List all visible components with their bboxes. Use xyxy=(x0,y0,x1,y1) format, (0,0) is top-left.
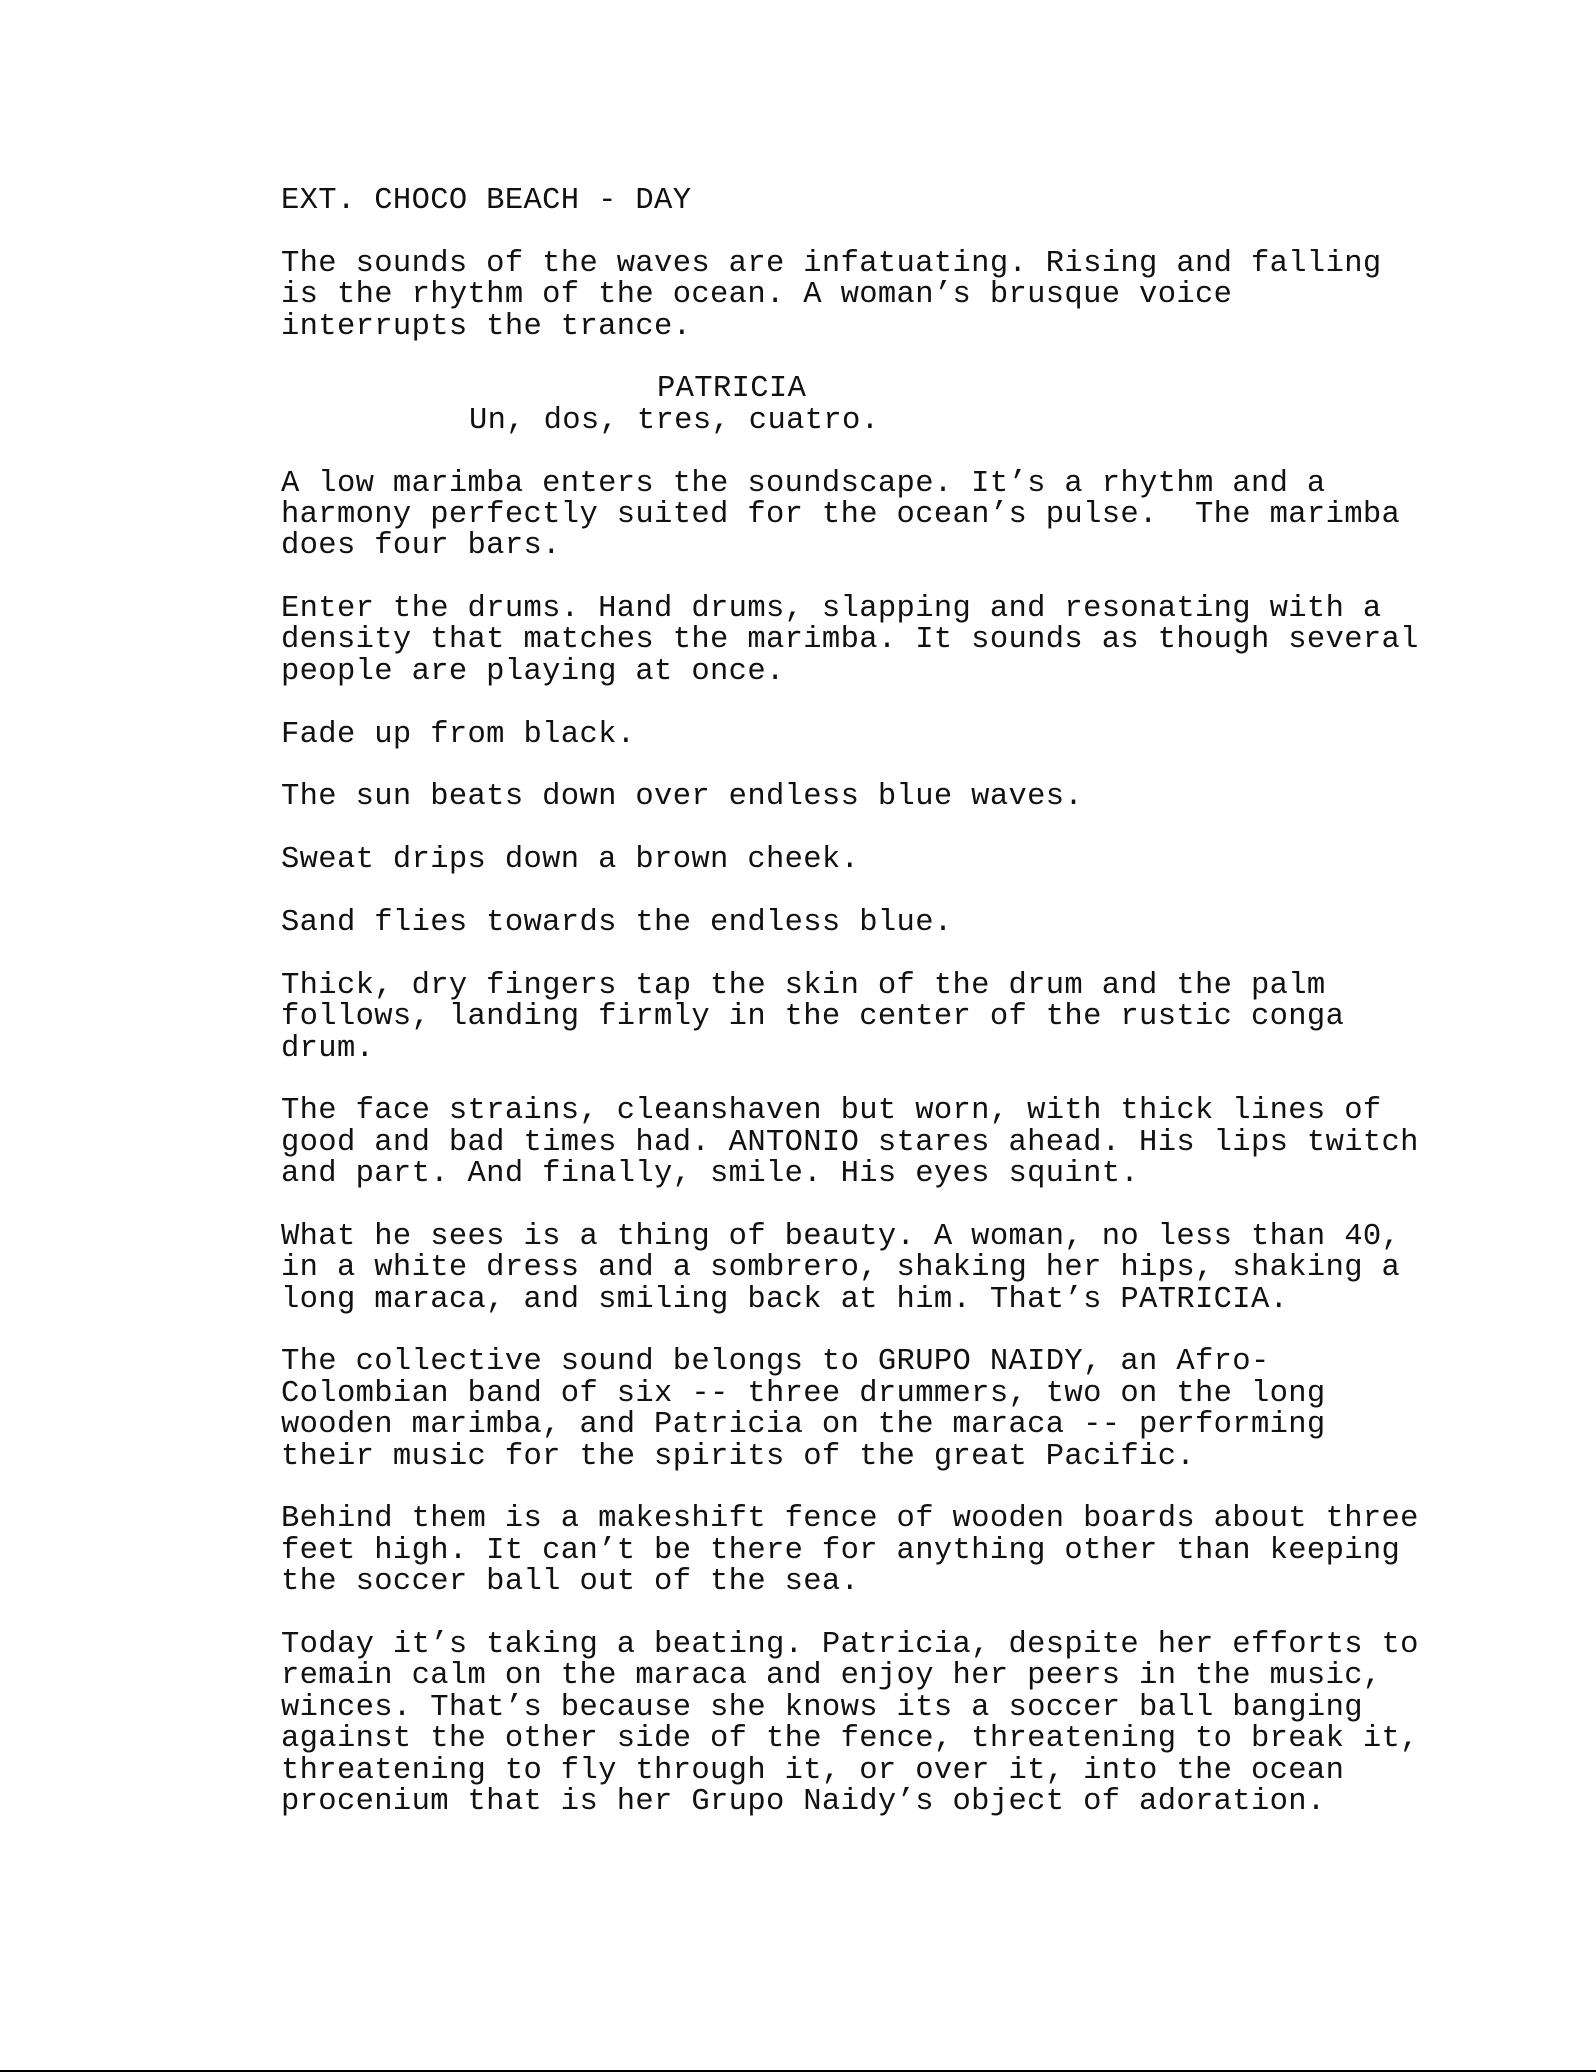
action-paragraph-9 xyxy=(281,1096,1421,1190)
screenplay-body xyxy=(281,186,1421,1818)
action-line: in a white dress and a sombrero, shaking her hips, shaking a xyxy=(281,1251,1401,1286)
spacer xyxy=(281,343,1421,374)
action-line: The face strains, cleanshaven but worn, with thick lines of xyxy=(281,1094,1382,1129)
action-line: density that matches the marimba. It sounds as though several xyxy=(281,623,1419,658)
action-paragraph-4: Fade up from black. xyxy=(281,717,636,752)
action-paragraph-3 xyxy=(281,594,1421,688)
action-line: harmony perfectly suited for the ocean’s pulse. The marimba xyxy=(281,497,1401,532)
spacer xyxy=(281,751,1421,782)
action-line: Colombian band of six -- three drummers, two on the long xyxy=(281,1376,1326,1411)
action-line: Today it’s taking a beating. Patricia, despite her efforts to xyxy=(281,1627,1419,1662)
action-paragraph-5: The sun beats down over endless blue waves. xyxy=(281,780,1084,815)
action-line: the soccer ball out of the sea. xyxy=(281,1565,860,1600)
action-line: good and bad times had. ANTONIO stares ahead. His lips twitch xyxy=(281,1125,1419,1160)
action-line: against the other side of the fence, threatening to break it, xyxy=(281,1722,1419,1757)
action-line: interrupts the trance. xyxy=(281,309,692,344)
action-line: people are playing at once. xyxy=(281,654,785,689)
scene-heading: EXT. CHOCO BEACH - DAY xyxy=(281,184,692,218)
action-line: Enter the drums. Hand drums, slapping and resonating with a xyxy=(281,592,1382,627)
action-line: A low marimba enters the soundscape. It’s a rhythm and a xyxy=(281,466,1326,501)
action-line: is the rhythm of the ocean. A woman’s brusque voice xyxy=(281,278,1233,313)
action-line: does four bars. xyxy=(281,529,561,564)
action-line: What he sees is a thing of beauty. A woman, no less than 40, xyxy=(281,1219,1401,1254)
spacer xyxy=(281,1599,1421,1630)
action-line: Behind them is a makeshift fence of wooden boards about three xyxy=(281,1502,1419,1537)
action-line: follows, landing firmly in the center of the rustic conga xyxy=(281,1000,1345,1035)
spacer xyxy=(281,939,1421,970)
dialogue-line: Un, dos, tres, cuatro. xyxy=(469,403,880,438)
spacer xyxy=(281,814,1421,845)
action-paragraph-1 xyxy=(281,246,1421,344)
spacer xyxy=(281,437,1421,468)
spacer xyxy=(281,1191,1421,1222)
action-paragraph-7: Sand flies towards the endless blue. xyxy=(281,905,953,940)
spacer xyxy=(281,877,1421,908)
action-line: their music for the spirits of the great Pacific. xyxy=(281,1439,1195,1474)
action-paragraph-8 xyxy=(281,968,1421,1066)
spacer xyxy=(281,688,1421,719)
action-line: feet high. It can’t be there for anything other than keeping xyxy=(281,1533,1401,1568)
action-paragraph-10 xyxy=(281,1219,1421,1317)
action-line: threatening to fly through it, or over it, into the ocean xyxy=(281,1753,1345,1788)
action-paragraph-6: Sweat drips down a brown cheek. xyxy=(281,843,860,878)
action-line: wooden marimba, and Patricia on the maraca -- performing xyxy=(281,1408,1326,1443)
action-line: Thick, dry fingers tap the skin of the drum and the palm xyxy=(281,968,1326,1003)
action-line: procenium that is her Grupo Naidy’s object of adoration. xyxy=(281,1784,1326,1819)
spacer xyxy=(281,563,1421,594)
action-line: drum. xyxy=(281,1031,375,1066)
action-line: winces. That’s because she knows its a soccer ball banging xyxy=(281,1690,1363,1725)
spacer xyxy=(281,1473,1421,1504)
action-line: long maraca, and smiling back at him. That’s PATRICIA. xyxy=(281,1282,1289,1317)
action-line: remain calm on the maraca and enjoy her peers in the music, xyxy=(281,1659,1382,1694)
action-line: The collective sound belongs to GRUPO NAIDY, an Afro- xyxy=(281,1345,1270,1380)
action-paragraph-11 xyxy=(281,1347,1421,1473)
action-line: and part. And finally, smile. His eyes squint. xyxy=(281,1157,1140,1192)
character-name: PATRICIA xyxy=(657,372,807,407)
spacer xyxy=(281,1065,1421,1096)
action-paragraph-13 xyxy=(281,1627,1421,1819)
action-paragraph-2 xyxy=(281,466,1421,564)
action-paragraph-12 xyxy=(281,1504,1421,1598)
spacer xyxy=(281,1316,1421,1347)
spacer xyxy=(281,217,1421,248)
action-line: The sounds of the waves are infatuating. Rising and falling xyxy=(281,246,1382,281)
